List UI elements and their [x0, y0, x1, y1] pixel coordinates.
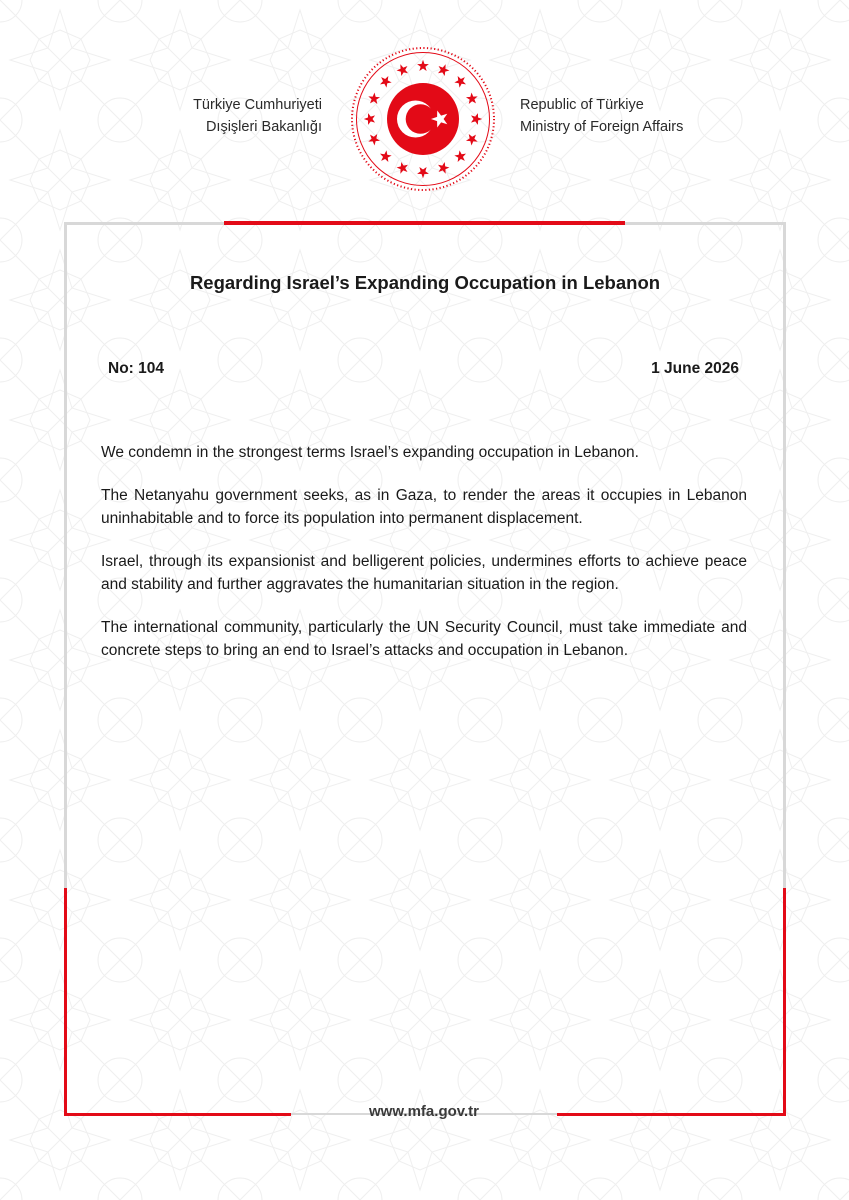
frame-bottom-right-accent [557, 1113, 786, 1116]
frame-left-accent [64, 888, 67, 1116]
seal-star-icon [466, 93, 478, 104]
seal-star-icon [454, 76, 466, 88]
body-paragraph: The international community, particularly the UN Security Council, must take immediate and concrete steps to bring an end to Israel’s attacks and occupation in Lebanon. [101, 619, 747, 659]
header-right-line1: Republic of Türkiye [520, 97, 644, 113]
header-left-line1: Türkiye Cumhuriyeti [193, 97, 322, 113]
crescent-star-seal-icon [350, 46, 496, 192]
ministry-name-turkish [150, 94, 322, 138]
website-link[interactable]: www.mfa.gov.tr [368, 1103, 479, 1120]
body-paragraph: The Netanyahu government seeks, as in Gaza, to render the areas it occupies in Lebanon uninhabitable and to force its population into permanent displacement. [101, 487, 747, 527]
seal-star-icon [466, 134, 478, 145]
seal-star-icon [438, 64, 449, 76]
seal-star-icon [397, 64, 408, 76]
seal-star-icon [380, 150, 392, 162]
ministry-name-english [520, 94, 740, 138]
seal-star-icon [368, 134, 380, 145]
seal-star-icon [364, 113, 375, 125]
seal-star-icon [417, 167, 429, 178]
frame-top-right-border [624, 222, 786, 225]
seal-star-icon [397, 162, 408, 174]
seal-star-icon [438, 162, 449, 174]
header-right-line2: Ministry of Foreign Affairs [520, 119, 684, 135]
frame-bottom-left-accent [64, 1113, 291, 1116]
body-paragraph: We condemn in the strongest terms Israel’s expanding occupation in Lebanon. [101, 444, 639, 461]
seal-star-icon [417, 60, 429, 71]
document-number: No: 104 [108, 360, 164, 377]
seal-star-icon [454, 150, 466, 162]
frame-left-border [64, 222, 67, 890]
seal-star-icon [471, 113, 482, 125]
frame-top-accent [224, 221, 625, 225]
seal-star-icon [368, 93, 380, 104]
document-body [101, 441, 747, 682]
header-left-line2: Dışişleri Bakanlığı [205, 119, 322, 135]
document-date: 1 June 2026 [651, 360, 739, 377]
document-title: Regarding Israel’s Expanding Occupation in Lebanon [189, 272, 661, 293]
frame-right-border [783, 222, 786, 890]
seal-star-icon [380, 76, 392, 88]
frame-top-left-border [64, 222, 226, 225]
frame-right-accent [783, 888, 786, 1116]
body-paragraph: Israel, through its expansionist and belligerent policies, undermines efforts to achieve peace and stability and further aggravates the humanitarian situation in the region. [101, 553, 747, 593]
